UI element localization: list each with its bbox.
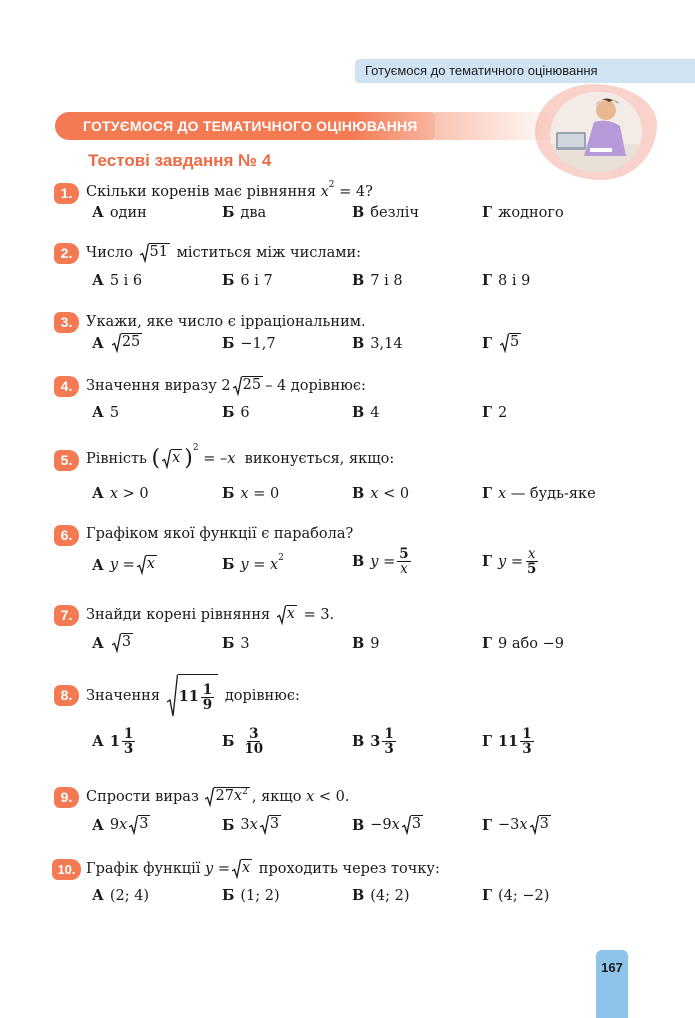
section-band-fade (435, 112, 560, 140)
student-photo (550, 92, 642, 172)
option-a[interactable]: А y = x (92, 556, 155, 574)
task-number: 1. (54, 183, 79, 204)
option-a[interactable]: А (2; 4) (92, 887, 150, 904)
task-question: Значення виразу 2 25 – 4 дорівнює: (86, 377, 366, 394)
task-number: 7. (54, 605, 79, 626)
option-b[interactable]: Б 6 (222, 404, 250, 421)
option-b[interactable]: Б (1; 2) (222, 887, 280, 904)
option-d[interactable]: Г −3 x 3 (482, 816, 549, 834)
option-b[interactable]: Б $\frac{3}{10}$ (222, 726, 264, 758)
option-d[interactable]: Г y = $\frac{x}{5}$ (482, 546, 537, 578)
option-c[interactable]: В 3 $\frac{1}{3}$ (352, 726, 394, 758)
task-question: Знайди корені рівняння x = 3. (86, 606, 335, 623)
option-a[interactable]: А 1 $\frac{1}{3}$ (92, 726, 134, 758)
task-number: 6. (54, 525, 79, 546)
option-b[interactable]: Б −1,7 (222, 335, 276, 352)
task-question: Скільки коренів має рівняння x 2 = 4? (86, 180, 373, 200)
task-number: 3. (54, 312, 79, 333)
task-number: 10. (52, 859, 81, 880)
option-c[interactable]: В 9 (352, 635, 380, 652)
option-a[interactable]: А 9 x 3 (92, 816, 149, 834)
task-number: 5. (54, 450, 79, 471)
option-b[interactable]: Б y = x 2 (222, 552, 284, 573)
option-d[interactable]: Г 8 і 9 (482, 272, 531, 289)
option-d[interactable]: Г жодного (482, 204, 564, 221)
option-c[interactable]: В −9 x 3 (352, 816, 422, 834)
task-question: Графіком якої функції є парабола? (86, 526, 354, 542)
option-c[interactable]: В 4 (352, 404, 380, 421)
option-b[interactable]: Б 3 x 3 (222, 816, 280, 834)
task-question: Укажи, яке число є ірраціональним. (86, 314, 366, 330)
test-subtitle: Тестові завдання № 4 (88, 151, 272, 170)
option-c[interactable]: В безліч (352, 204, 419, 221)
option-c[interactable]: В (4; 2) (352, 887, 410, 904)
option-a[interactable]: А x > 0 (92, 485, 149, 502)
task-question: Графік функції y = x проходить через точку: (86, 860, 440, 877)
task-question: Число 51 міститься між числами: (86, 244, 362, 261)
option-b[interactable]: Б x = 0 (222, 485, 280, 502)
option-c[interactable]: В x < 0 (352, 485, 410, 502)
option-a[interactable]: А один (92, 204, 147, 221)
option-b[interactable]: Б 6 і 7 (222, 272, 273, 289)
section-title-band: ГОТУЄМОСЯ ДО ТЕМАТИЧНОГО ОЦІНЮВАННЯ (55, 112, 435, 140)
option-d[interactable]: Г 11 $\frac{1}{3}$ (482, 726, 532, 758)
sqrt-symbol: 51 (140, 243, 170, 263)
task-number: 2. (54, 243, 79, 264)
option-a[interactable]: А 3 (92, 634, 132, 652)
option-c[interactable]: В y = $\frac{5}{x}$ (352, 546, 409, 578)
task-question: Спрости вираз $27x^2$ , якщо x < 0. (86, 787, 350, 805)
option-a[interactable]: А 5 і 6 (92, 272, 143, 289)
option-d[interactable]: Г 9 або −9 (482, 635, 564, 652)
option-c[interactable]: В 3,14 (352, 335, 403, 352)
running-header: Готуємося до тематичного оцінювання (355, 59, 695, 83)
task-question: Рівність ( x ) 2 = – x виконується, якщо: (86, 443, 395, 471)
option-a[interactable]: А 25 (92, 334, 141, 352)
task-number: 4. (54, 376, 79, 397)
option-b[interactable]: Б два (222, 204, 267, 221)
option-d[interactable]: Г 5 (482, 334, 520, 352)
option-d[interactable]: Г (4; −2) (482, 887, 550, 904)
task-number: 9. (54, 787, 79, 808)
page-number: 167 (601, 960, 623, 975)
option-d[interactable]: Г 2 (482, 404, 508, 421)
option-c[interactable]: В 7 і 8 (352, 272, 403, 289)
option-a[interactable]: А 5 (92, 404, 120, 421)
option-b[interactable]: Б 3 (222, 635, 250, 652)
task-question: Значення 11 $\frac{1}{9}$ дорівнює: (86, 674, 300, 718)
option-d[interactable]: Г x — будь-яке (482, 485, 596, 502)
task-number: 8. (54, 685, 79, 706)
